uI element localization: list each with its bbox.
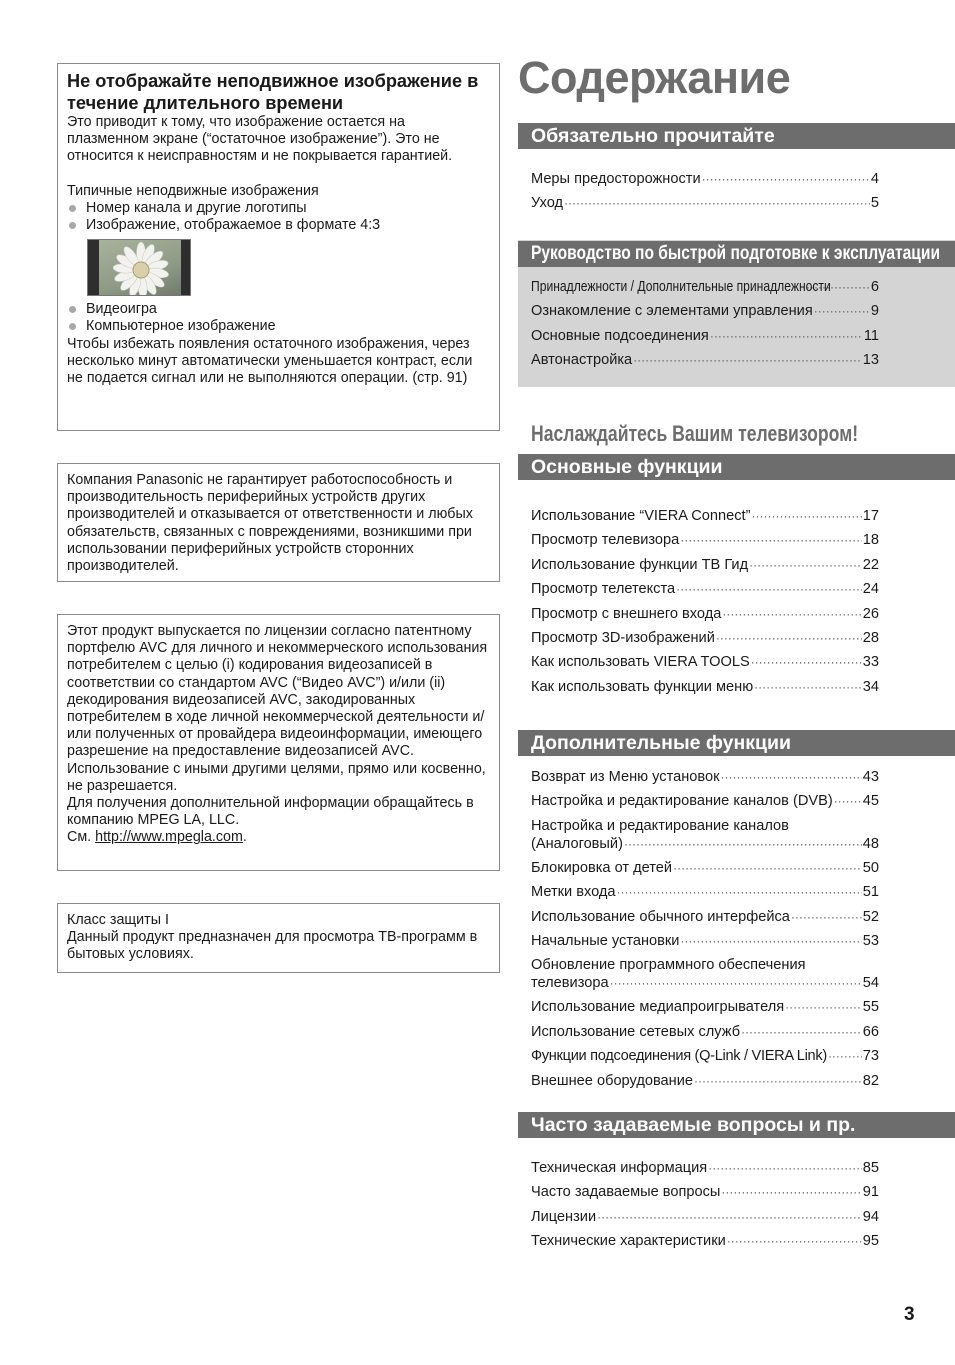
toc-list-must-read xyxy=(531,167,879,216)
protection-class-line: Класс защиты I xyxy=(67,912,169,928)
toc-row[interactable]: Ознакомление с элементами управления ····· 9 xyxy=(531,299,879,323)
toc-row[interactable]: Использование медиапроигрывателя ····· 55 xyxy=(531,995,879,1019)
typical-heading: Типичные неподвижные изображения xyxy=(67,182,319,199)
section-heading-quick-guide: Руководство по быстрой подготовке к эксплуатации xyxy=(518,241,955,267)
toc-row[interactable]: Просмотр с внешнего входа ····· 26 xyxy=(531,602,879,626)
list-item: Компьютерное изображение xyxy=(67,318,490,335)
bullet-icon xyxy=(69,205,76,212)
toc-row[interactable]: Просмотр 3D-изображений ····· 28 xyxy=(531,626,879,650)
avc-license-text: Этот продукт выпускается по лицензии согласно патентному портфелю AVC для личного и некоммерческого использования потребителем с целью (i) кодирования видеозаписей в соответствии со стандартом AVC (“Видео AVC”) и/или (ii) декодирования видеозаписей AVC, закодированных потребителем в ходе личной некоммерческой деятельности и/или полученных от провайдера видеоинформации, имеющего разрешение на предоставление видеозаписей AVC. Использование с иными другими целями, прямо или косвенно, не разрешается. xyxy=(67,623,488,794)
bullet-icon xyxy=(69,222,76,229)
toc-list-basic-functions xyxy=(531,504,879,699)
toc-row[interactable]: Метки входа ····· 51 xyxy=(531,880,879,904)
section-heading-must-read: Обязательно прочитайте xyxy=(518,123,955,149)
toc-list-faq xyxy=(531,1156,879,1254)
protection-usage-line: Данный продукт предназначен для просмотра ТВ-программ в бытовых условиях. xyxy=(67,929,478,963)
toc-row[interactable]: Настройка и редактирование каналов (DVB) ····· 45 xyxy=(531,789,879,813)
disclaimer-text: Компания Panasonic не гарантирует работоспособность и производительность периферийных устройств других производителей и отказывается от ответственности и любых обязательств, связанных с повреждениями, возникшими при использовании периферийных устройств сторонних производителей. xyxy=(67,472,473,575)
toc-row[interactable]: Как использовать функции меню ····· 34 xyxy=(531,675,879,699)
list-item: Изображение, отображаемое в формате 4:3 xyxy=(67,217,490,234)
list-item: Номер канала и другие логотипы xyxy=(67,200,490,217)
toc-row[interactable]: Техническая информация ····· 85 xyxy=(531,1156,879,1180)
toc-row[interactable]: Функции подсоединения (Q-Link / VIERA Link) ····· 73 xyxy=(531,1044,879,1068)
toc-row[interactable]: Автонастройка ····· 13 xyxy=(531,348,879,372)
toc-row[interactable]: Настройка и редактирование каналов (Аналоговый) ····· 48 xyxy=(531,814,879,856)
section-heading-basic-functions: Основные функции xyxy=(518,454,955,480)
toc-row[interactable]: Принадлежности / Дополнительные принадлежности ····· 6 xyxy=(531,275,879,299)
toc-list-additional-functions xyxy=(531,765,879,1093)
list-item: Видеоигра xyxy=(67,301,490,318)
mpegla-link[interactable]: http://www.mpegla.com xyxy=(95,829,243,846)
bullet-icon xyxy=(69,323,76,330)
toc-row[interactable]: Использование “VIERA Connect” ····· 17 xyxy=(531,504,879,528)
4-3-flower-thumbnail xyxy=(87,239,191,296)
toc-row[interactable]: Блокировка от детей ····· 50 xyxy=(531,856,879,880)
toc-row[interactable]: Меры предосторожности ····· 4 xyxy=(531,167,879,191)
protection-class-box xyxy=(57,903,500,973)
avc-license-box xyxy=(57,614,500,871)
toc-row[interactable]: Основные подсоединения ····· 11 xyxy=(531,324,879,348)
toc-list-quick-guide xyxy=(531,275,879,373)
panasonic-disclaimer-box xyxy=(57,463,500,582)
toc-row[interactable]: Возврат из Меню установок ····· 43 xyxy=(531,765,879,789)
toc-row[interactable]: Просмотр телетекста ····· 24 xyxy=(531,577,879,601)
toc-row[interactable]: Начальные установки ····· 53 xyxy=(531,929,879,953)
avc-see-line: См. http://www.mpegla.com. xyxy=(67,829,247,846)
toc-row[interactable]: Использование функции ТВ Гид ····· 22 xyxy=(531,553,879,577)
section-heading-faq: Часто задаваемые вопросы и пр. xyxy=(518,1112,955,1138)
page-number: 3 xyxy=(904,1304,915,1325)
avc-info-text: Для получения дополнительной информации обращайтесь в компанию MPEG LA, LLC. xyxy=(67,795,474,829)
toc-row[interactable]: Использование сетевых служб ····· 66 xyxy=(531,1020,879,1044)
toc-row[interactable]: Просмотр телевизора ····· 18 xyxy=(531,528,879,552)
warning-outro: Чтобы избежать появления остаточного изображения, через несколько минут автоматически уменьшается контраст, если не подается сигнал или не выполняются операции. (стр. 91) xyxy=(67,335,473,387)
toc-row[interactable]: Как использовать VIERA TOOLS ····· 33 xyxy=(531,650,879,674)
toc-row[interactable]: Лицензии ····· 94 xyxy=(531,1205,879,1229)
toc-row[interactable]: Обновление программного обеспечения телевизора ····· 54 xyxy=(531,953,879,995)
toc-row[interactable]: Технические характеристики ····· 95 xyxy=(531,1229,879,1253)
enjoy-subtitle: Наслаждайтесь Вашим телевизором! xyxy=(531,421,859,446)
page-title: Содержание xyxy=(518,52,791,103)
bullet-icon xyxy=(69,306,76,313)
toc-row[interactable]: Внешнее оборудование ····· 82 xyxy=(531,1069,879,1093)
warning-intro: Это приводит к тому, что изображение остается на плазменном экране (“остаточное изображение”). Это не относится к неисправностям и не покрывается гарантией. xyxy=(67,114,453,165)
section-heading-additional-functions: Дополнительные функции xyxy=(518,730,955,756)
toc-row[interactable]: Использование обычного интерфейса ····· 52 xyxy=(531,905,879,929)
toc-row[interactable]: Уход ····· 5 xyxy=(531,191,879,215)
still-image-warning-box xyxy=(57,63,500,431)
warning-title: Не отображайте неподвижное изображение в течение длительного времени xyxy=(67,71,479,113)
toc-row[interactable]: Часто задаваемые вопросы ····· 91 xyxy=(531,1180,879,1204)
